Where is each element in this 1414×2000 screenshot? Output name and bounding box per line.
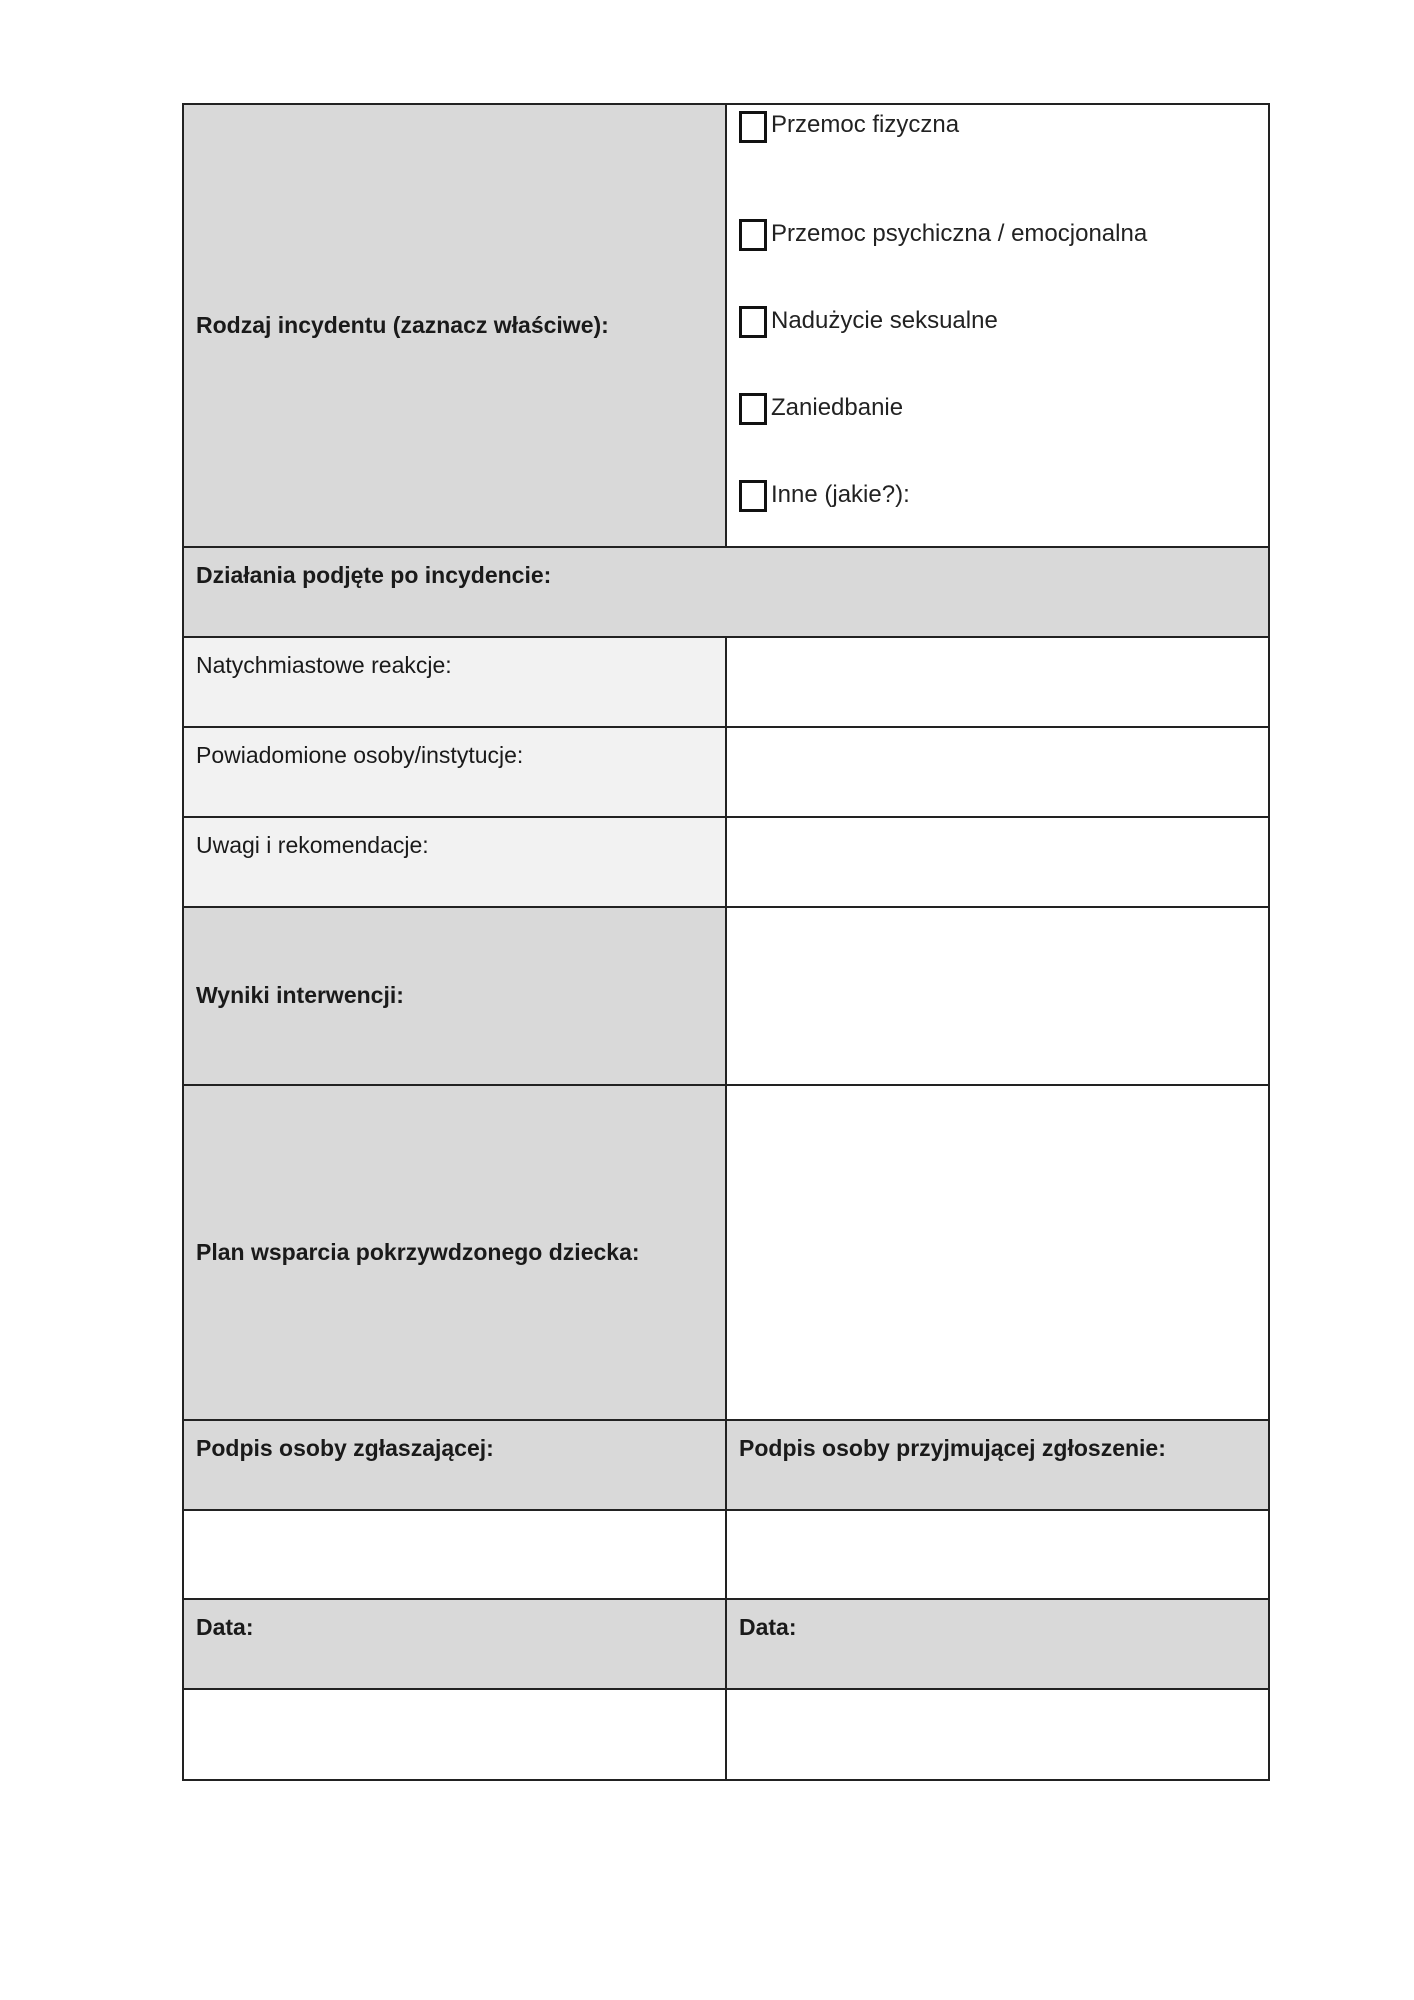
results-row (183, 907, 1269, 1085)
checkbox-other[interactable] (739, 452, 1256, 539)
actions-header-row (183, 547, 1269, 637)
receiver-date-field[interactable] (726, 1689, 1269, 1780)
notified-parties-row (183, 727, 1269, 817)
checkbox-label: Przemoc psychiczna / emocjonalna (771, 220, 1148, 248)
remarks-field[interactable] (726, 817, 1269, 907)
reporter-signature-label: Podpis osoby zgłaszającej: (183, 1420, 726, 1510)
reporter-date-field[interactable] (183, 1689, 726, 1780)
checkbox-icon[interactable] (739, 219, 767, 251)
checkbox-icon[interactable] (739, 393, 767, 425)
incident-form-table (182, 103, 1270, 1781)
checkbox-label: Przemoc fizyczna (771, 111, 960, 138)
remarks-row (183, 817, 1269, 907)
checkbox-sexual-abuse[interactable] (739, 278, 1256, 365)
results-field[interactable] (726, 907, 1269, 1085)
incident-type-row (183, 104, 1269, 547)
signature-labels-row (183, 1420, 1269, 1510)
incident-type-label: Rodzaj incydentu (zaznacz właściwe): (183, 104, 726, 547)
checkbox-physical-violence[interactable] (739, 111, 1256, 191)
receiver-signature-label: Podpis osoby przyjmującej zgłoszenie: (726, 1420, 1269, 1510)
date-fields-row (183, 1689, 1269, 1780)
remarks-label: Uwagi i rekomendacje: (183, 817, 726, 907)
checkbox-neglect[interactable] (739, 365, 1256, 452)
notified-parties-label: Powiadomione osoby/instytucje: (183, 727, 726, 817)
date-labels-row (183, 1599, 1269, 1689)
support-plan-row (183, 1085, 1269, 1420)
checkbox-label: Inne (jakie?): (771, 481, 910, 509)
actions-header: Działania podjęte po incydencie: (183, 547, 1269, 637)
checkbox-label: Nadużycie seksualne (771, 307, 998, 335)
reporter-signature-field[interactable] (183, 1510, 726, 1599)
results-label: Wyniki interwencji: (183, 907, 726, 1085)
immediate-reactions-label: Natychmiastowe reakcje: (183, 637, 726, 727)
checkbox-icon[interactable] (739, 480, 767, 512)
immediate-reactions-row (183, 637, 1269, 727)
incident-type-options (726, 104, 1269, 547)
checkbox-icon[interactable] (739, 306, 767, 338)
checkbox-label: Zaniedbanie (771, 394, 904, 422)
signature-fields-row (183, 1510, 1269, 1599)
support-plan-label: Plan wsparcia pokrzywdzonego dziecka: (183, 1085, 726, 1420)
checkbox-psychological-violence[interactable] (739, 191, 1256, 278)
immediate-reactions-field[interactable] (726, 637, 1269, 727)
receiver-date-label: Data: (726, 1599, 1269, 1689)
receiver-signature-field[interactable] (726, 1510, 1269, 1599)
support-plan-field[interactable] (726, 1085, 1269, 1420)
reporter-date-label: Data: (183, 1599, 726, 1689)
checkbox-icon[interactable] (739, 111, 767, 143)
notified-parties-field[interactable] (726, 727, 1269, 817)
